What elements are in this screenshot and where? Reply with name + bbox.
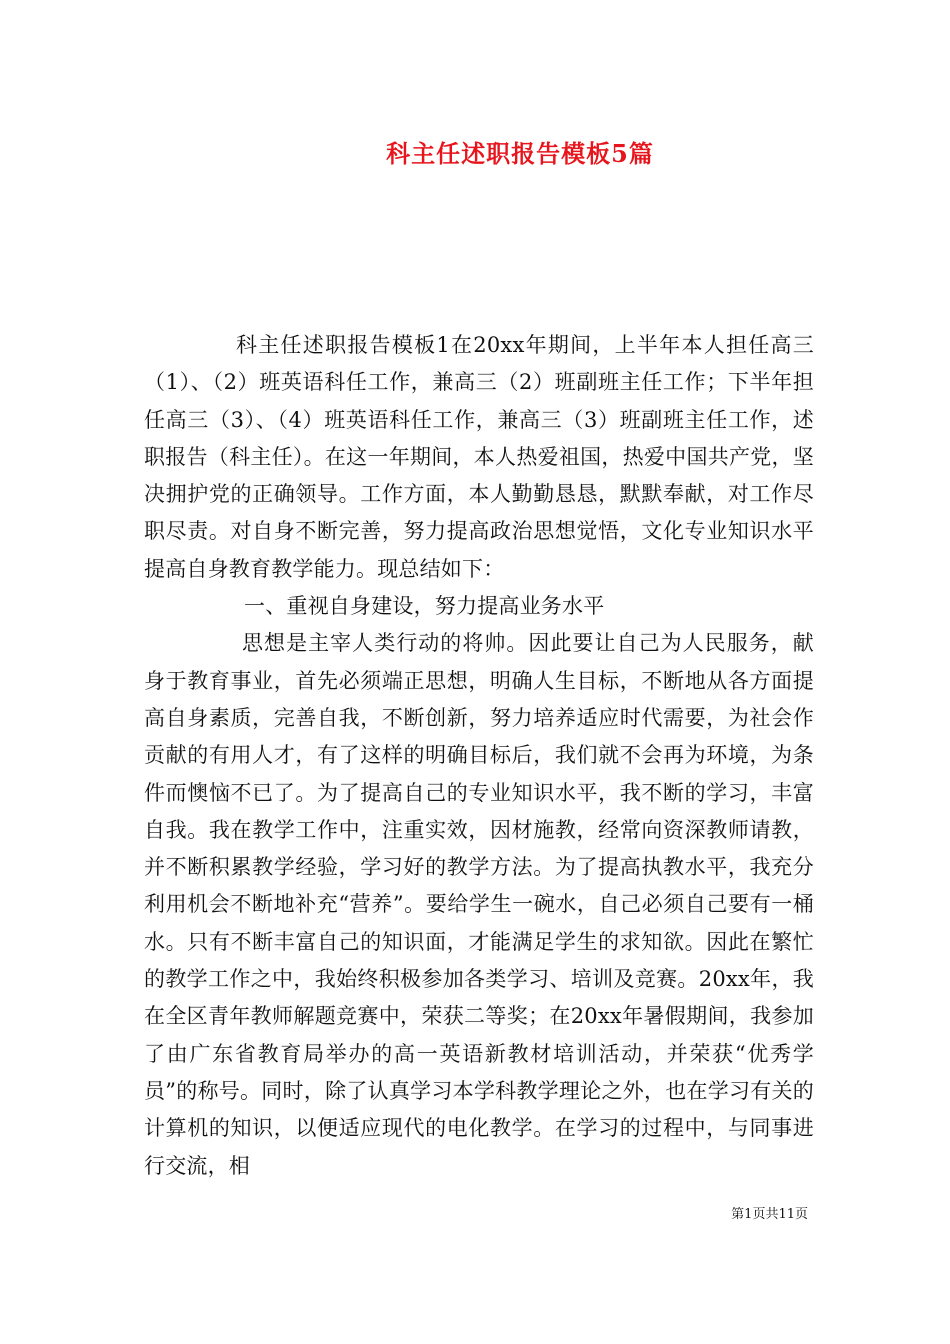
paragraph-intro: 科主任述职报告模板1在20xx年期间，上半年本人担任高三（1）、（2）班英语科任工作，兼高三（2）班副班主任工作；下半年担任高三（3）、（4）班英语科任工作，兼高三（3）班副班主任工作，述职报告（科主任）。在这一年期间，本人热爱祖国，热爱中国共产党，坚决拥护党的正确领导。工作方面，本人勤勤恳恳，默默奉献，对工作尽职尽责。对自身不断完善，努力提高政治思想觉悟，文化专业知识水平提高自身教育教学能力。现总结如下：	[144, 333, 814, 581]
document-title: 科主任述职报告模板5篇	[386, 139, 654, 168]
paragraph-section-one: 思想是主宰人类行动的将帅。因此要让自己为人民服务，献身于教育事业，首先必须端正思想，明确人生目标，不断地从各方面提高自身素质，完善自我，不断创新，努力培养适应时代需要，为社会作贡献的有用人才，有了这样的明确目标后，我们就不会再为环境，为条件而懊恼不已了。为了提高自己的专业知识水平，我不断的学习，丰富自我。我在教学工作中，注重实效，因材施教，经常向资深教师请教，并不断积累教学经验，学习好的教学方法。为了提高执教水平，我充分利用机会不断地补充“营养”。要给学生一碗水，自己必须自己要有一桶水。只有不断丰富自己的知识面，才能满足学生的求知欲。因此在繁忙的教学工作之中，我始终积极参加各类学习、培训及竞赛。20xx年，我在全区青年教师解题竞赛中，荣获二等奖；在20xx年暑假期间，我参加了由广东省教育局举办的高一英语新教材培训活动，并荣获“优秀学员”的称号。同时，除了认真学习本学科教学理论之外，也在学习有关的计算机的知识，以便适应现代的电化教学。在学习的过程中，与同事进行交流，相	[144, 631, 814, 1178]
section-heading: 一、重视自身建设，努力提高业务水平	[244, 594, 605, 619]
page-footer: 第1页共11页	[731, 1207, 808, 1222]
document-body	[144, 327, 814, 1185]
